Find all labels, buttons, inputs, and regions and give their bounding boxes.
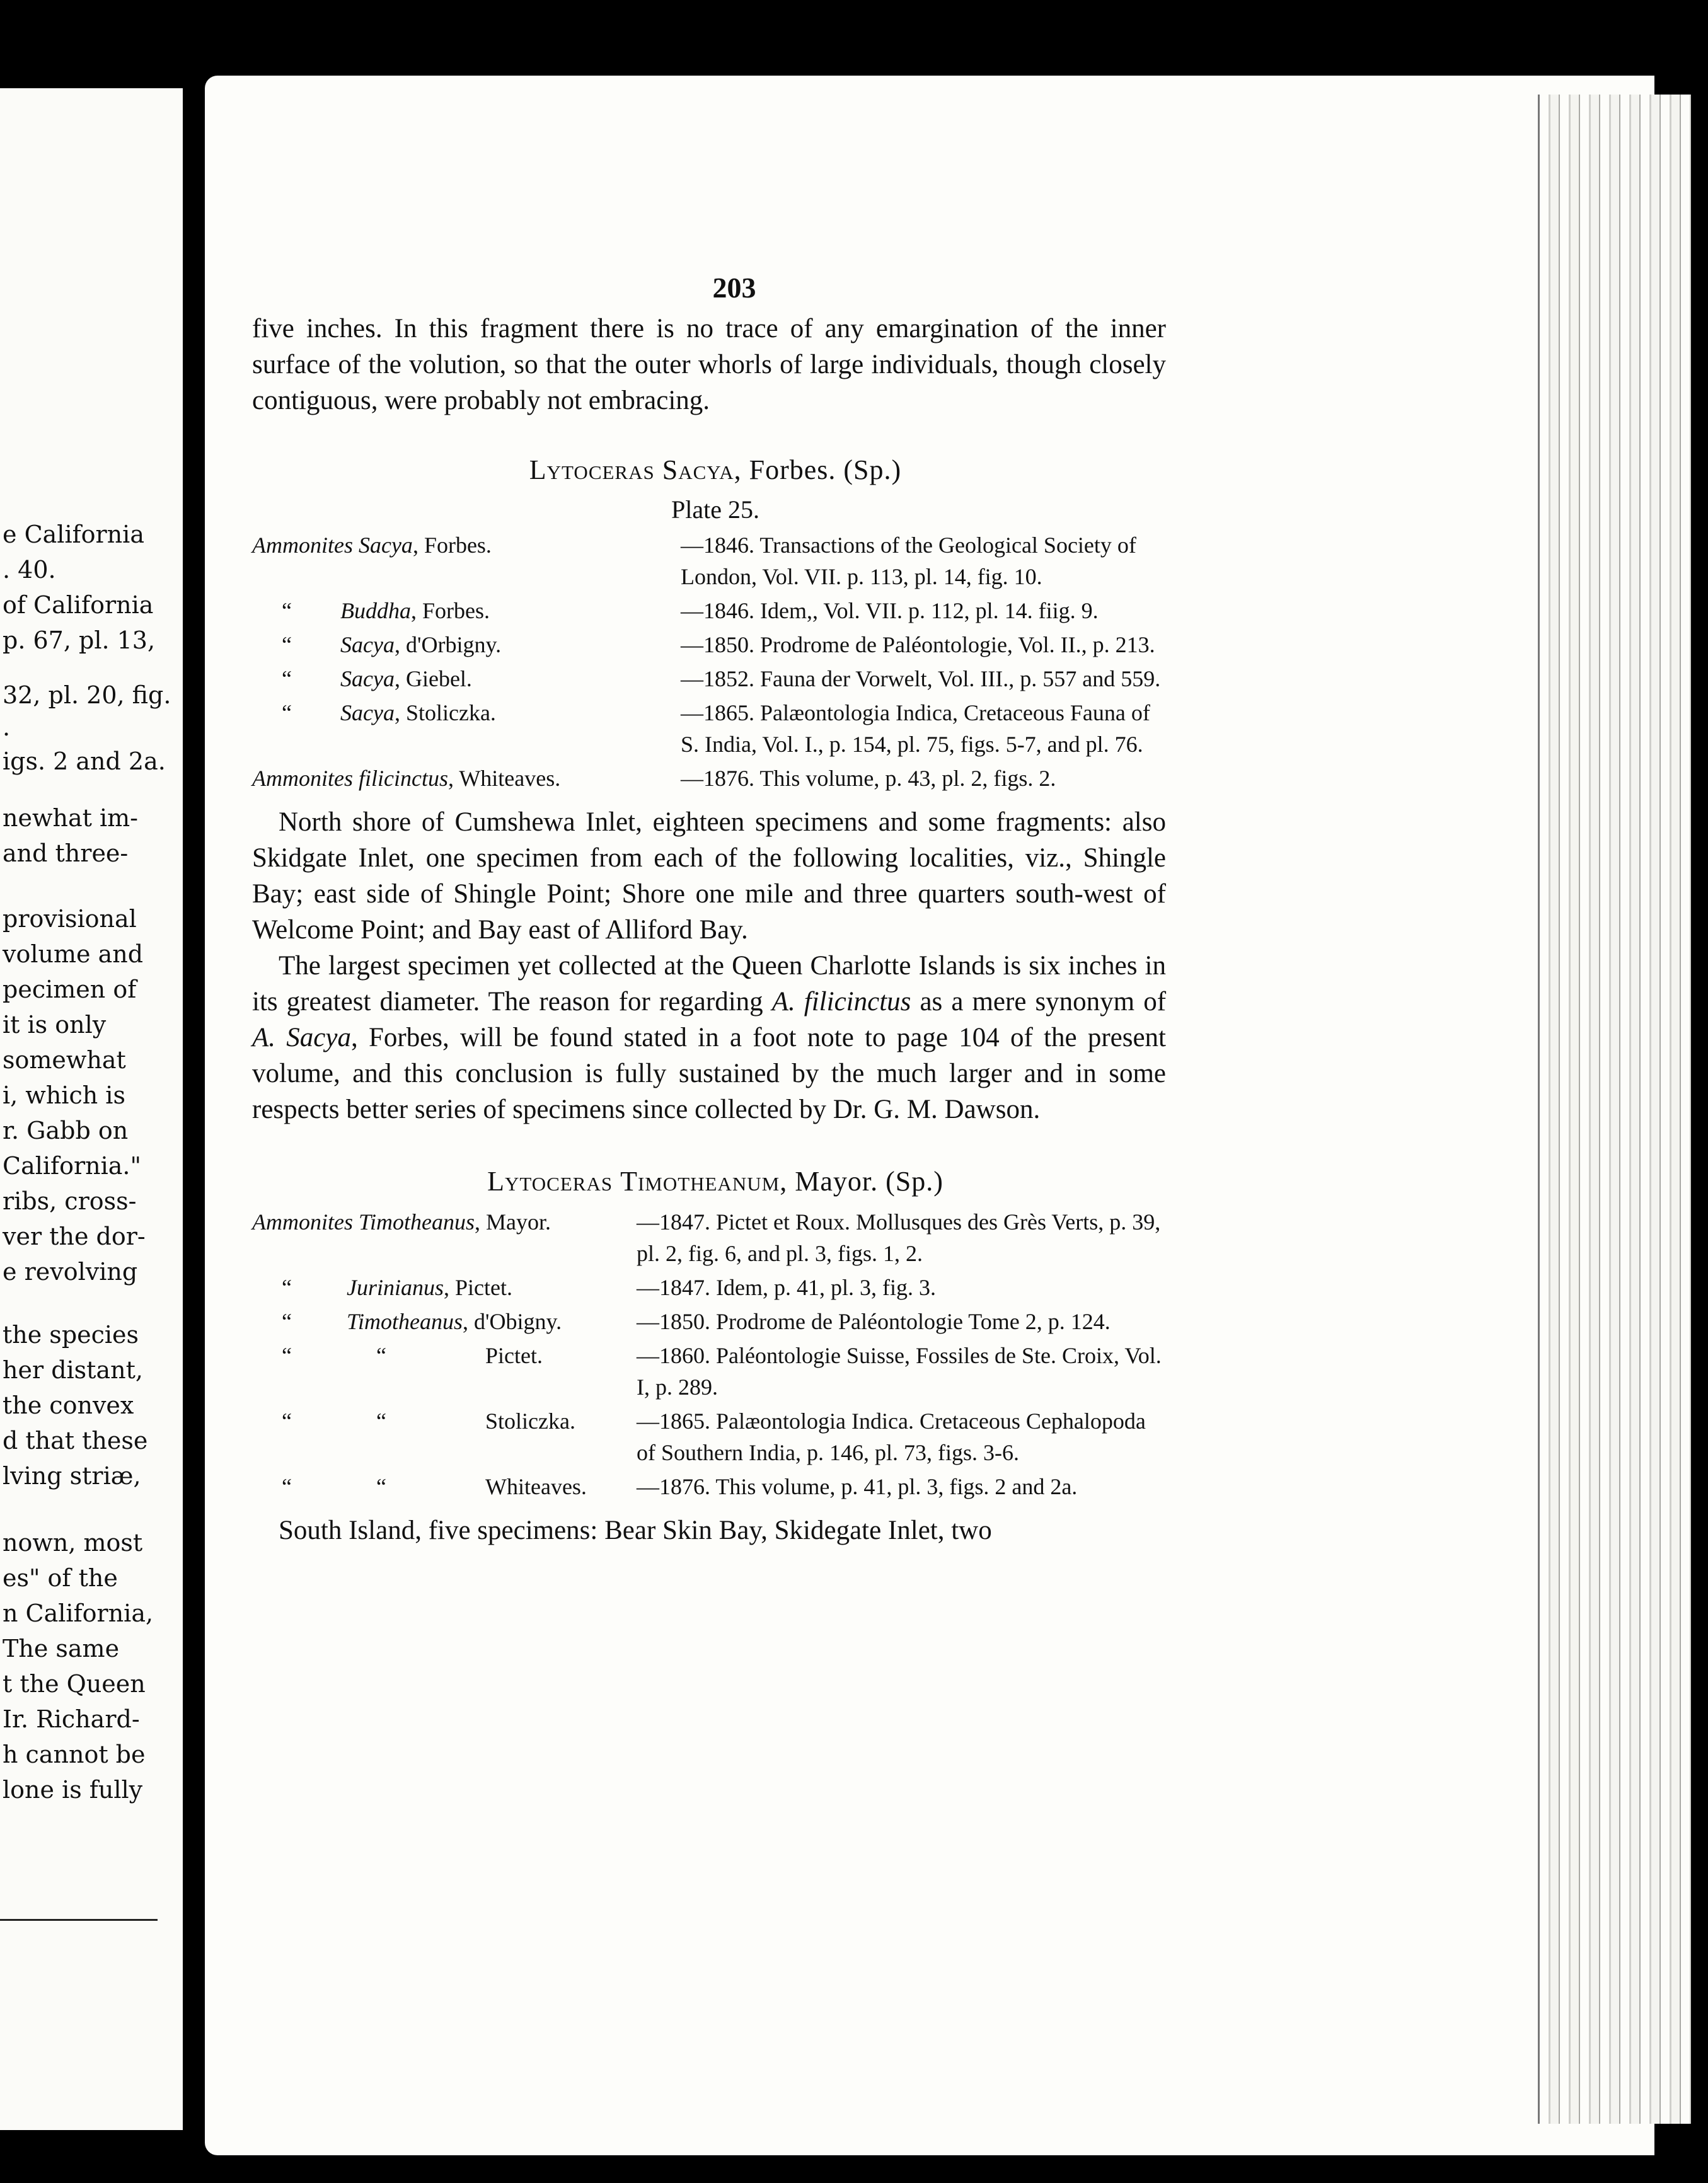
synonym-name (252, 1340, 637, 1403)
plate-reference: Plate 25. (671, 495, 759, 524)
facing-page-line: nown, most (3, 1529, 143, 1557)
facing-page-line: lone is fully (3, 1776, 143, 1804)
synonym-entry (252, 1471, 1166, 1502)
synonym-entry (252, 1340, 1166, 1403)
taxon-name: Sacya (340, 666, 395, 691)
taxon-name: Jurinianus (347, 1275, 444, 1300)
facing-page-line: e revolving (3, 1258, 138, 1286)
facing-page-line: es" of the (3, 1564, 118, 1592)
synonym-reference: —1846. Transactions of the Geological Society of London, Vol. VII. p. 113, pl. 14, fig. 10. (681, 533, 1136, 589)
facing-page-line: 32, pl. 20, fig. (3, 681, 171, 709)
text-run: as a mere synonym of (911, 987, 1167, 1017)
synonym-name (252, 1405, 637, 1468)
facing-page-line: t the Queen (3, 1670, 146, 1698)
synonym-entry (252, 529, 1166, 592)
facing-page-line: of California (3, 591, 154, 619)
taxon-author: , Giebel. (394, 666, 472, 691)
facing-page-line: pecimen of (3, 976, 137, 1003)
synonym-name (252, 1306, 637, 1337)
synonym-entry (252, 629, 1166, 660)
synonym-entry (252, 663, 1166, 694)
synonym-name (252, 529, 681, 592)
facing-page-line: n California, (3, 1599, 154, 1627)
synonym-entry (252, 763, 1166, 794)
synonym-reference: —1850. Prodrome de Paléontologie Tome 2, p. 124. (637, 1309, 1111, 1334)
facing-page-line: the species (3, 1321, 139, 1349)
text-run: The largest specimen yet collected at the Queen Charlotte Islands is six inches in its greatest diameter. The reason for regarding (252, 951, 1166, 1017)
taxon-author: , d'Orbigny. (394, 632, 502, 657)
facing-page-line: i, which is (3, 1081, 125, 1109)
synonym-reference: —1847. Idem, p. 41, pl. 3, fig. 3. (637, 1275, 936, 1300)
synonym-entry (252, 1405, 1166, 1468)
taxon-author: , Mayor. (475, 1209, 551, 1235)
footnote-rule (0, 1919, 158, 1921)
facing-page-line: Ir. Richard- (3, 1705, 140, 1733)
species-heading-lytoceras-sacya (265, 454, 1166, 486)
synonym-reference: —1876. This volume, p. 41, pl. 3, figs. 2 and 2a. (637, 1474, 1078, 1499)
facing-page-line: h cannot be (3, 1741, 146, 1768)
synonymy-list-sacya (252, 529, 1166, 794)
taxon-name: Sacya (340, 632, 395, 657)
species-authority: , Forbes. (Sp.) (734, 454, 902, 485)
taxon-name: Ammonites Timotheanus (252, 1209, 475, 1235)
facing-page-line: d that these (3, 1427, 148, 1454)
synonym-reference: —1846. Idem,, Vol. VII. p. 112, pl. 14. fiig. 9. (681, 598, 1099, 623)
species-name: Timotheanum (620, 1166, 780, 1197)
facing-page-line: the convex (3, 1391, 134, 1419)
facing-page-line: somewhat (3, 1046, 126, 1074)
facing-page-line: it is only (3, 1011, 107, 1039)
facing-page-line: volume and (3, 940, 144, 968)
synonym-name (252, 1272, 637, 1303)
synonym-reference: —1876. This volume, p. 43, pl. 2, figs. 2. (681, 766, 1056, 791)
facing-page-line: ribs, cross- (3, 1187, 137, 1215)
taxon-author: , Forbes. (411, 598, 490, 623)
ditto-mark: “ (376, 1408, 386, 1434)
synonym-name (252, 629, 681, 660)
taxon-name: Buddha (340, 598, 411, 623)
synonym-reference: —1860. Paléontologie Suisse, Fossiles de Ste. Croix, Vol. I, p. 289. (637, 1343, 1162, 1400)
taxon-author: , Stoliczka. (394, 700, 496, 725)
taxon-author: , Pictet. (444, 1275, 512, 1300)
ditto-mark: “ (376, 1343, 386, 1368)
synonym-entry (252, 595, 1166, 626)
ditto-mark: “ (376, 1474, 386, 1499)
facing-page-line: igs. 2 and 2a. (3, 747, 166, 775)
facing-page-line: lving striæ, (3, 1462, 141, 1490)
facing-page-line: newhat im- (3, 804, 138, 832)
facing-page-line: The same (3, 1635, 120, 1662)
taxon-author: , Forbes. (412, 533, 492, 558)
page-content (252, 271, 1166, 1548)
synonym-name (252, 763, 681, 794)
synonym-entry (252, 697, 1166, 760)
facing-page-line: provisional (3, 905, 137, 933)
synonym-name (252, 663, 681, 694)
synonym-entry (252, 1272, 1166, 1303)
synonym-name (252, 595, 681, 626)
facing-page-line: . (3, 713, 11, 741)
synonym-reference: —1847. Pictet et Roux. Mollusques des Grès Verts, p. 39, pl. 2, fig. 6, and pl. 3, figs. 1, 2. (637, 1209, 1161, 1266)
taxon-name: Ammonites Sacya (252, 533, 413, 558)
locality-paragraph: North shore of Cumshewa Inlet, eighteen specimens and some fragments: also Skidgate Inlet, one specimen from each of the following localities, viz., Shingle Bay; east side of Shingle Point; Shore one mile and three quarters south-west of Welcome Point; and Bay east of Alliford Bay. (252, 807, 1166, 945)
synonym-reference: —1850. Prodrome de Paléontologie, Vol. II., p. 213. (681, 632, 1155, 657)
facing-page-line: California." (3, 1152, 141, 1180)
text-run: , Forbes, will be found stated in a foot note to page 104 of the present volume, and this conclusion is fully sustained by the much larger and in some respects better series of specimens since collected by Dr. G. M. Dawson. (252, 1023, 1166, 1124)
final-paragraph: South Island, five specimens: Bear Skin Bay, Skidegate Inlet, two (279, 1516, 992, 1545)
facing-page-fragment (0, 88, 183, 2130)
facing-page-line: ver the dor- (3, 1223, 146, 1250)
facing-page-line: her distant, (3, 1356, 143, 1384)
ditto-mark: “ (282, 1474, 292, 1499)
species-heading-lytoceras-timotheanum (265, 1165, 1166, 1197)
page-edge-stack (1538, 95, 1691, 2124)
intro-paragraph: five inches. In this fragment there is no trace of any emargination of the inner surface of the volution, so that the outer whorls of large individuals, though closely contiguous, were probably not embracing. (252, 314, 1166, 415)
ditto-mark: “ (282, 632, 292, 657)
synonym-entry (252, 1206, 1166, 1269)
ditto-mark: “ (282, 666, 292, 691)
italic-run: A. filicinctus (771, 987, 911, 1017)
taxon-author: Pictet. (485, 1343, 543, 1368)
taxon-name: Sacya (340, 700, 395, 725)
page-gutter (183, 82, 202, 2136)
facing-page-line: e California (3, 521, 144, 548)
synonym-entry (252, 1306, 1166, 1337)
ditto-mark: “ (282, 1343, 292, 1368)
synonym-reference: —1852. Fauna der Vorwelt, Vol. III., p. 557 and 559. (681, 666, 1161, 691)
genus-name: Lytoceras (529, 454, 655, 485)
facing-page-line: . 40. (3, 556, 56, 584)
synonym-reference: —1865. Palæontologia Indica. Cretaceous Cephalopoda of Southern India, p. 146, pl. 73, figs. 3-6. (637, 1408, 1146, 1465)
taxon-name: Ammonites filicinctus (252, 766, 448, 791)
synonym-name (252, 697, 681, 760)
ditto-mark: “ (282, 598, 292, 623)
synonym-reference: —1865. Palæontologia Indica, Cretaceous Fauna of S. India, Vol. I., p. 154, pl. 75, figs. 5-7, and pl. 76. (681, 700, 1150, 757)
taxon-author: Whiteaves. (485, 1474, 587, 1499)
ditto-mark: “ (282, 1309, 292, 1334)
ditto-mark: “ (282, 700, 292, 725)
facing-page-line: p. 67, pl. 13, (3, 626, 156, 654)
discussion-paragraph (252, 948, 1166, 1127)
genus-name: Lytoceras (487, 1166, 613, 1197)
ditto-mark: “ (282, 1275, 292, 1300)
synonymy-list-timotheanum (252, 1206, 1166, 1502)
ditto-mark: “ (282, 1408, 292, 1434)
taxon-author: , Whiteaves. (447, 766, 561, 791)
synonym-name (252, 1206, 637, 1269)
facing-page-line: and three- (3, 839, 129, 867)
species-authority: , Mayor. (Sp.) (780, 1166, 943, 1197)
synonym-name (252, 1471, 637, 1502)
page-number: 203 (712, 272, 756, 304)
italic-run: A. Sacya (252, 1023, 351, 1052)
taxon-author: Stoliczka. (485, 1408, 575, 1434)
taxon-name: Timotheanus (347, 1309, 463, 1334)
facing-page-line: r. Gabb on (3, 1117, 129, 1144)
species-name: Sacya (662, 454, 734, 485)
taxon-author: , d'Obigny. (463, 1309, 562, 1334)
